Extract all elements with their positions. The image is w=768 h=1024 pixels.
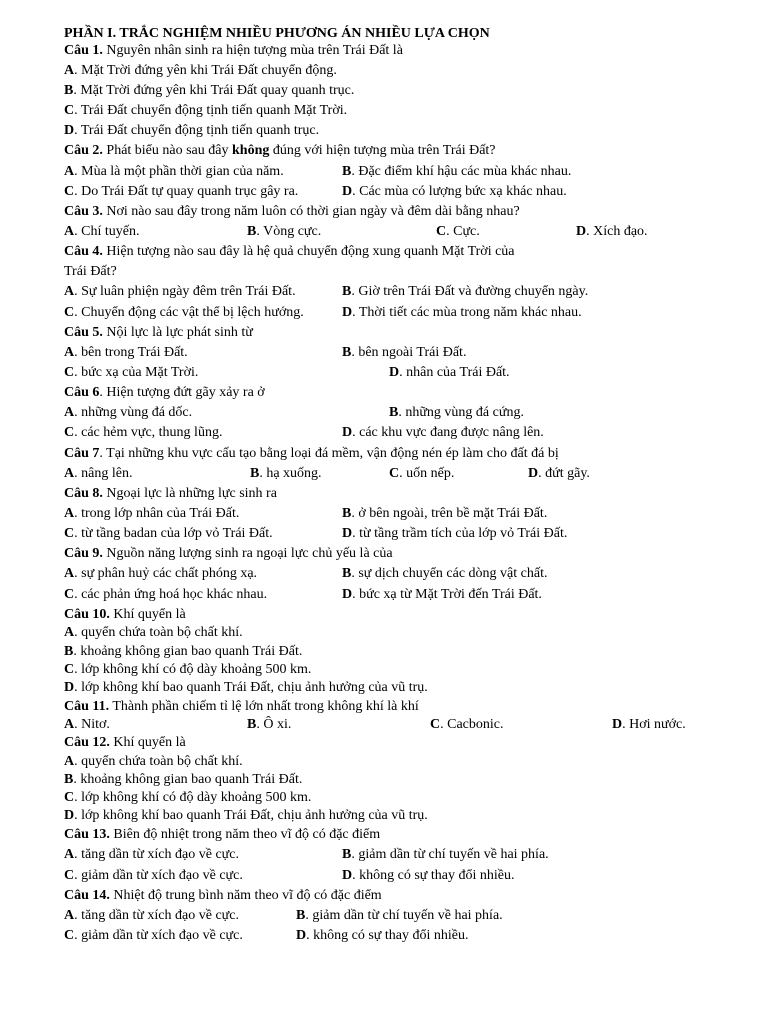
option-b: B. giảm dần từ chí tuyến về hai phía. xyxy=(342,847,549,862)
option-b: B. Vòng cực. xyxy=(247,224,322,239)
option-b: B. Giờ trên Trái Đất và đường chuyển ngày. xyxy=(342,284,589,299)
option-b: B. sự dịch chuyển các dòng vật chất. xyxy=(342,566,548,581)
option-a: A. Chí tuyến. xyxy=(64,224,140,239)
option-c: C. Cực. xyxy=(436,224,480,239)
option-b: B. Đặc điểm khí hậu các mùa khác nhau. xyxy=(342,164,572,179)
option-b: B. ở bên ngoài, trên bề mặt Trái Đất. xyxy=(342,506,548,521)
option-c: C. các phản ứng hoá học khác nhau. xyxy=(64,587,268,602)
option-b: B. hạ xuống. xyxy=(250,466,322,481)
section-title: PHẦN I. TRẮC NGHIỆM NHIỀU PHƯƠNG ÁN NHIỀU LỰA CHỌN xyxy=(64,26,490,41)
question-12: Câu 12. Khí quyển là xyxy=(64,735,186,750)
option-c: C. Trái Đất chuyển động tịnh tiến quanh Mặt Trời. xyxy=(64,103,348,118)
question-5: Câu 5. Nội lực là lực phát sinh từ xyxy=(64,325,253,340)
option-a: A. Mặt Trời đứng yên khi Trái Đất chuyển động. xyxy=(64,63,337,78)
question-3: Câu 3. Nơi nào sau đây trong năm luôn có thời gian ngày và đêm dài bằng nhau? xyxy=(64,204,520,219)
question-4: Câu 4. Hiện tượng nào sau đây là hệ quả chuyển động xung quanh Mặt Trời của xyxy=(64,244,515,259)
question-10: Câu 10. Khí quyển là xyxy=(64,607,186,622)
question-1 xyxy=(64,41,403,61)
option-b: B. giảm dần từ chí tuyến về hai phía. xyxy=(296,908,503,923)
option-c: C. Do Trái Đất tự quay quanh trục gây ra. xyxy=(64,184,299,199)
option-b: B. những vùng đá cứng. xyxy=(389,405,524,420)
option-d: D. Xích đạo. xyxy=(576,224,648,239)
option-c: C. bức xạ của Mặt Trời. xyxy=(64,365,199,380)
option-d: D. lớp không khí bao quanh Trái Đất, chịu ảnh hưởng của vũ trụ. xyxy=(64,680,428,695)
option-d: D. không có sự thay đổi nhiều. xyxy=(296,928,469,943)
option-a: A. Mùa là một phần thời gian của năm. xyxy=(64,164,284,179)
option-c: C. giảm dần từ xích đạo về cực. xyxy=(64,868,243,883)
option-c: C. uốn nếp. xyxy=(389,466,455,481)
question-6: Câu 6. Hiện tượng đứt gãy xảy ra ở xyxy=(64,385,265,400)
option-b: B. khoảng không gian bao quanh Trái Đất. xyxy=(64,644,303,659)
option-b: B. khoảng không gian bao quanh Trái Đất. xyxy=(64,772,303,787)
option-a: A. bên trong Trái Đất. xyxy=(64,345,188,360)
question-8: Câu 8. Ngoại lực là những lực sinh ra xyxy=(64,486,277,501)
option-c: C. các hẻm vực, thung lũng. xyxy=(64,425,223,440)
question-text: Nguyên nhân sinh ra hiện tượng mùa trên Trái Đất là xyxy=(106,43,403,58)
option-a: A. tăng dần từ xích đạo về cực. xyxy=(64,908,239,923)
option-c: C. lớp không khí có độ dày khoảng 500 km. xyxy=(64,662,312,677)
question-13: Câu 13. Biên độ nhiệt trong năm theo vĩ độ có đặc điểm xyxy=(64,827,381,842)
option-d: D. lớp không khí bao quanh Trái Đất, chịu ảnh hưởng của vũ trụ. xyxy=(64,808,428,823)
option-c: C. Chuyển động các vật thể bị lệch hướng. xyxy=(64,305,304,320)
question-9: Câu 9. Nguồn năng lượng sinh ra ngoại lực chủ yếu là của xyxy=(64,546,393,561)
option-a: A. quyển chứa toàn bộ chất khí. xyxy=(64,625,243,640)
option-d: D. nhân của Trái Đất. xyxy=(389,365,510,380)
option-a: A. tăng dần từ xích đạo về cực. xyxy=(64,847,239,862)
question-7: Câu 7. Tại những khu vực cấu tạo bằng loại đá mềm, vận động nén ép làm cho đất đá bị xyxy=(64,446,559,461)
option-c: C. giảm dần từ xích đạo về cực. xyxy=(64,928,243,943)
option-b: B. bên ngoài Trái Đất. xyxy=(342,345,467,360)
question-2: Câu 2. Phát biểu nào sau đây không đúng với hiện tượng mùa trên Trái Đất? xyxy=(64,143,496,158)
option-d: D. Hơi nước. xyxy=(612,717,686,732)
option-c: C. Cacbonic. xyxy=(430,717,504,732)
option-d: D. bức xạ từ Mặt Trời đến Trái Đất. xyxy=(342,587,542,602)
option-c: C. từ tầng badan của lớp vỏ Trái Đất. xyxy=(64,526,273,541)
question-4-cont: Trái Đất? xyxy=(64,264,117,279)
option-a: A. nâng lên. xyxy=(64,466,133,481)
option-b: B. Mặt Trời đứng yên khi Trái Đất quay quanh trục. xyxy=(64,83,355,98)
option-a: A. những vùng đá dốc. xyxy=(64,405,193,420)
option-d: D. từ tầng trầm tích của lớp vỏ Trái Đất. xyxy=(342,526,568,541)
option-b: B. Ô xi. xyxy=(247,717,292,732)
option-a: A. trong lớp nhân của Trái Đất. xyxy=(64,506,240,521)
option-d: D. không có sự thay đổi nhiều. xyxy=(342,868,515,883)
option-d: D. đứt gãy. xyxy=(528,466,590,481)
question-number: Câu 1. xyxy=(64,43,103,58)
option-d: D. Trái Đất chuyển động tịnh tiến quanh trục. xyxy=(64,123,320,138)
option-d: D. Thời tiết các mùa trong năm khác nhau. xyxy=(342,305,582,320)
question-11: Câu 11. Thành phần chiếm tỉ lệ lớn nhất trong không khí là khí xyxy=(64,699,419,714)
option-c: C. lớp không khí có độ dày khoảng 500 km. xyxy=(64,790,312,805)
option-a: A. sự phân huỷ các chất phóng xạ. xyxy=(64,566,258,581)
option-d: D. các khu vực đang được nâng lên. xyxy=(342,425,544,440)
option-a: A. quyển chứa toàn bộ chất khí. xyxy=(64,754,243,769)
option-d: D. Các mùa có lượng bức xạ khác nhau. xyxy=(342,184,567,199)
option-a: A. Sự luân phiện ngày đêm trên Trái Đất. xyxy=(64,284,296,299)
emphasis-not: không xyxy=(232,143,270,158)
question-14: Câu 14. Nhiệt độ trung bình năm theo vĩ độ có đặc điểm xyxy=(64,888,382,903)
option-a: A. Nitơ. xyxy=(64,717,110,732)
